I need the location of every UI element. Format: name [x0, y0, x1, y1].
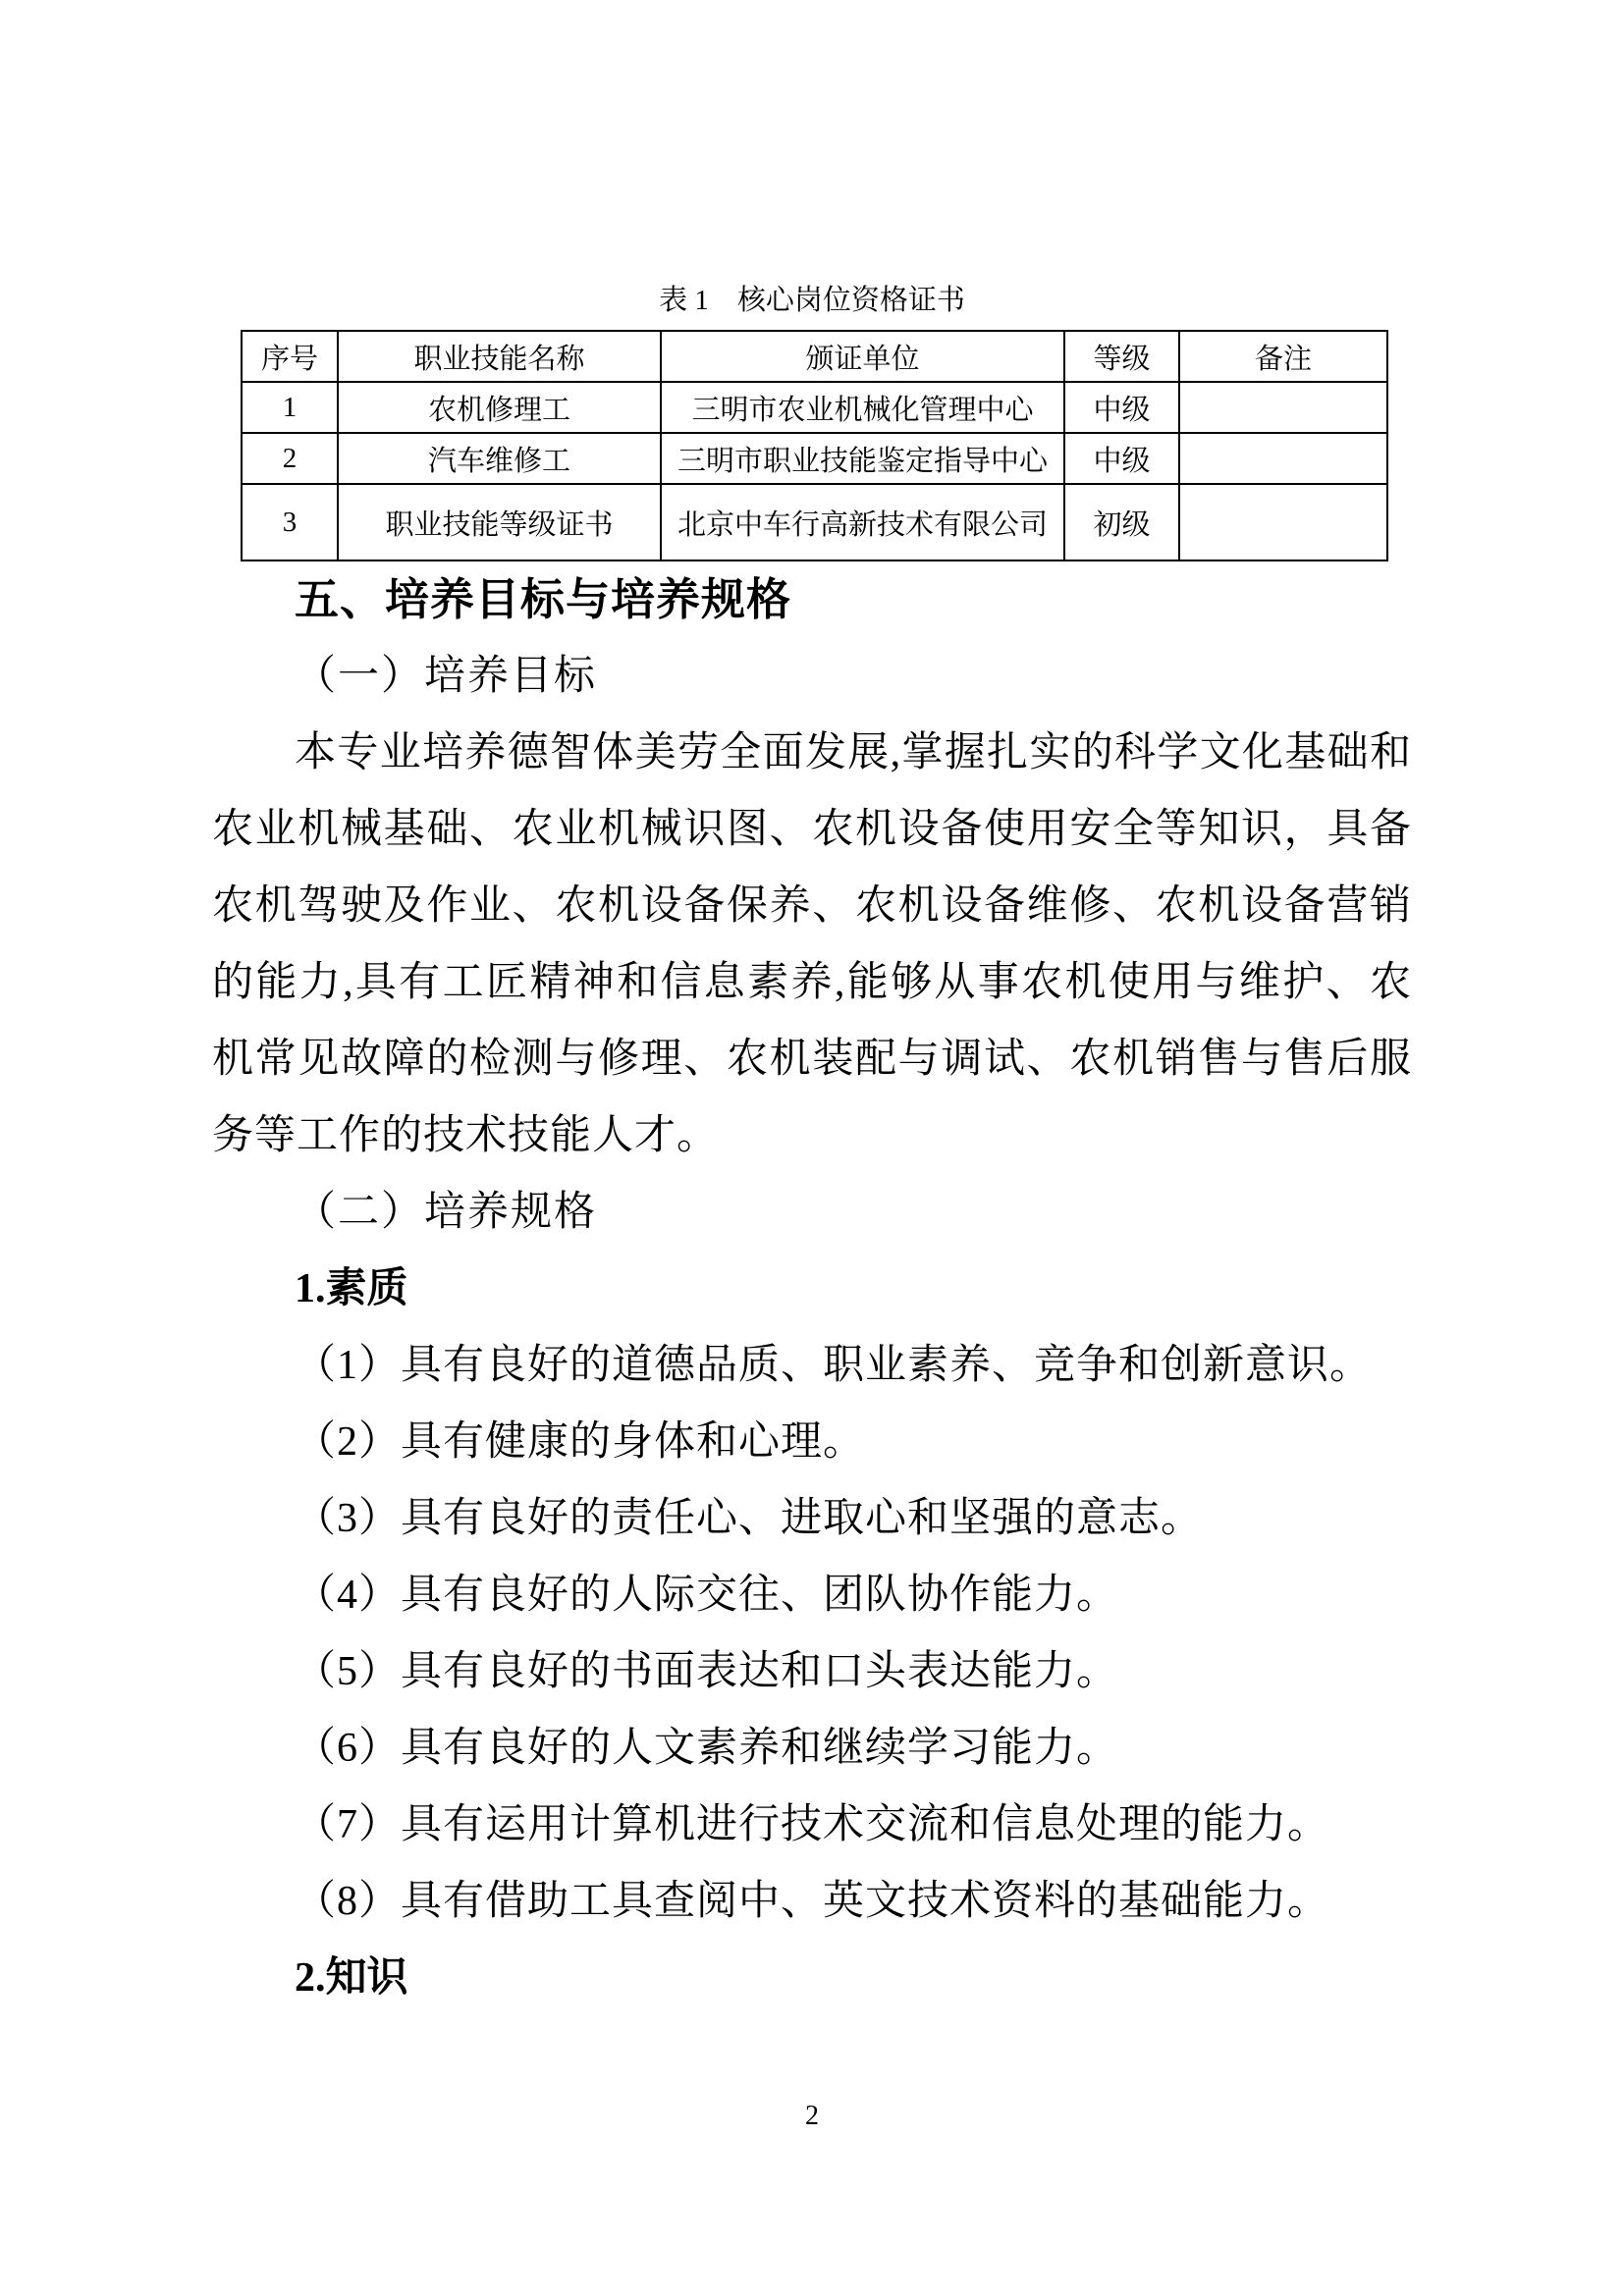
cell-level: 中级 [1064, 382, 1179, 433]
cell-remarks [1179, 484, 1387, 561]
quality-item-4: （4）具有良好的人际交往、团队协作能力。 [295, 1573, 1119, 1618]
col-header-issuer: 颁证单位 [661, 331, 1064, 382]
subheading-quality: 1.素质 [295, 1266, 408, 1311]
cell-skill-name: 汽车维修工 [338, 433, 661, 484]
section-heading-main: 五、培养目标与培养规格 [295, 574, 792, 624]
col-header-index: 序号 [242, 331, 338, 382]
body-text-block [212, 561, 1412, 2016]
subsection-heading-spec: （二）培养规格 [295, 1190, 598, 1235]
subsection-heading-goal: （一）培养目标 [295, 654, 598, 699]
cell-index: 3 [242, 484, 338, 561]
cell-issuer: 三明市职业技能鉴定指导中心 [661, 433, 1064, 484]
col-header-level: 等级 [1064, 331, 1179, 382]
table-row [242, 484, 1387, 561]
cell-issuer: 三明市农业机械化管理中心 [661, 382, 1064, 433]
cell-index: 1 [242, 382, 338, 433]
subheading-knowledge: 2.知识 [295, 1955, 408, 2001]
cell-index: 2 [242, 433, 338, 484]
table-caption: 表 1 核心岗位资格证书 [659, 285, 965, 316]
cell-skill-name: 农机修理工 [338, 382, 661, 433]
quality-item-5: （5）具有良好的书面表达和口头表达能力。 [295, 1649, 1119, 1694]
quality-item-1: （1）具有良好的道德品质、职业素养、竞争和创新意识。 [295, 1343, 1373, 1388]
cell-remarks [1179, 382, 1387, 433]
quality-item-6: （6）具有良好的人文素养和继续学习能力。 [295, 1726, 1119, 1771]
col-header-remarks: 备注 [1179, 331, 1387, 382]
cell-skill-name: 职业技能等级证书 [338, 484, 661, 561]
table-row [242, 433, 1387, 484]
page-content [212, 280, 1412, 2016]
table-row [242, 382, 1387, 433]
cell-issuer: 北京中车行高新技术有限公司 [661, 484, 1064, 561]
quality-item-2: （2）具有健康的身体和心理。 [295, 1419, 866, 1465]
table-header-row [242, 331, 1387, 382]
objective-paragraph: 本专业培养德智体美劳全面发展,掌握扎实的科学文化基础和农业机械基础、农业机械识图、农机设备使用安全等知识，具备农机驾驶及作业、农机设备保养、农机设备维修、农机设备营销的能力,具有工匠精神和信息素养,能够从事农机使用与维护、农机常见故障的检测与修理、农机装配与调试、农机销售与售后服务等工作的技术技能人才。 [212, 730, 1412, 1158]
quality-item-3: （3）具有良好的责任心、进取心和坚强的意志。 [295, 1496, 1204, 1541]
cell-level: 初级 [1064, 484, 1179, 561]
certificate-table [241, 330, 1388, 561]
quality-item-8: （8）具有借助工具查阅中、英文技术资料的基础能力。 [295, 1879, 1330, 1924]
page-number: 2 [805, 2101, 819, 2131]
cell-level: 中级 [1064, 433, 1179, 484]
cell-remarks [1179, 433, 1387, 484]
quality-item-7: （7）具有运用计算机进行技术交流和信息处理的能力。 [295, 1802, 1330, 1847]
col-header-skill-name: 职业技能名称 [338, 331, 661, 382]
